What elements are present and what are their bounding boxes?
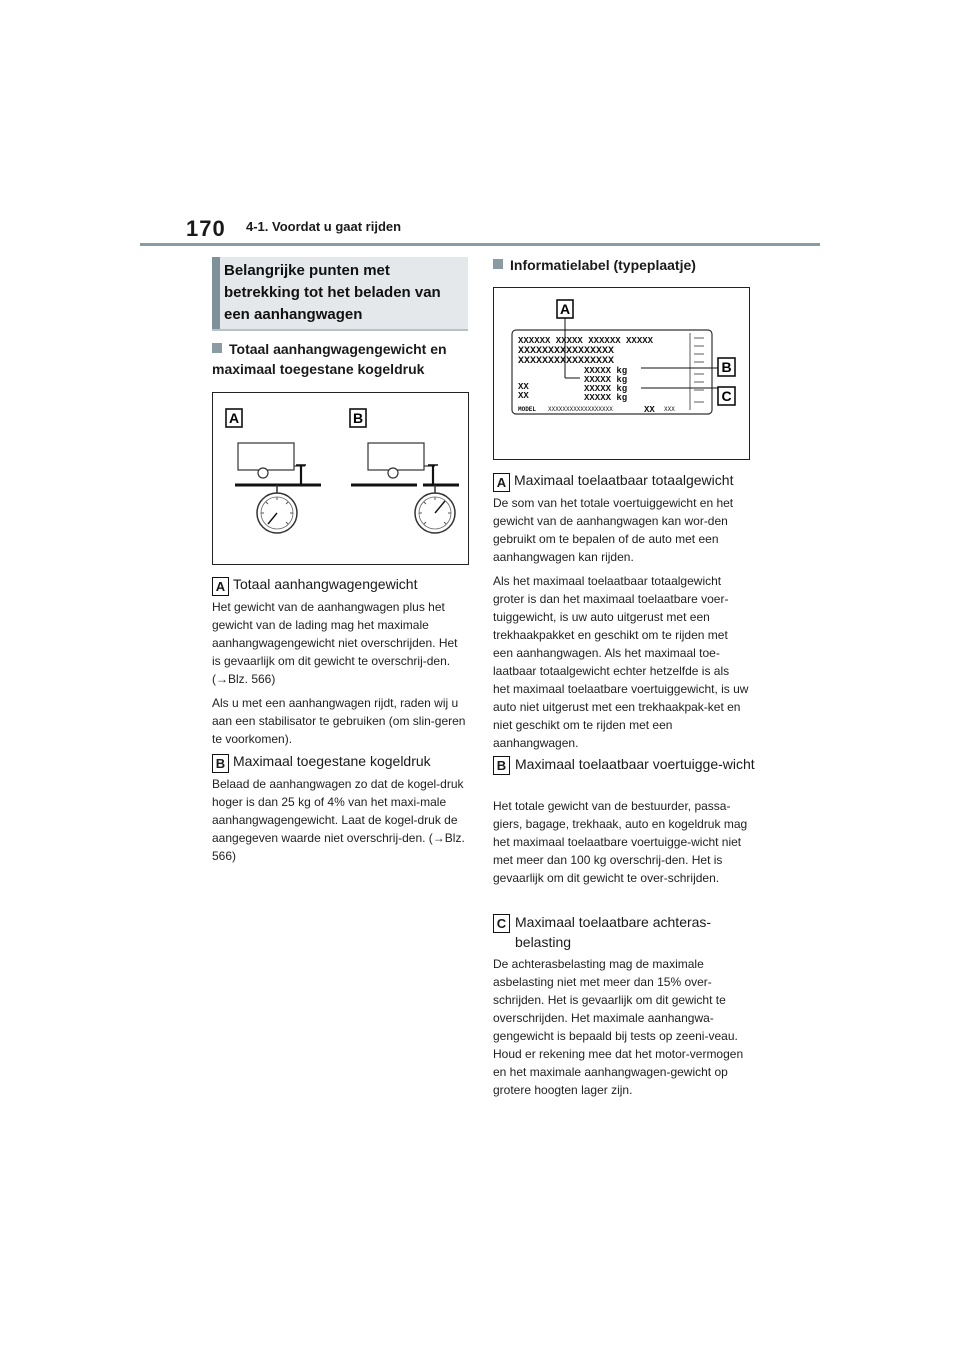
paragraph: Als u met een aanhangwagen rijdt, raden wij u aan een stabilisator te gebruiken (om slin-geren te voorkomen). (212, 696, 466, 746)
label-row-2: XXXXXXXXXXXXXXXX (518, 346, 615, 357)
right-heading-text: Informatielabel (typeplaatje) (510, 257, 696, 273)
label-row-1: XXXXXX XXXXX XXXXXX XXXXX (518, 336, 654, 346)
callout-c: C (721, 388, 732, 404)
square-bullet-icon (212, 343, 222, 353)
paragraph: Het totale gewicht van de bestuurder, passa-giers, bagage, trekhaak, auto en kogeldruk mag het maximaal toelaatbare voertuigge-wicht niet met meer dan 100 kg overschrij-den. Het is gevaarlijk om dit gewicht te over-schrijden. (493, 799, 748, 885)
label-model-end: XXX (664, 406, 675, 413)
info-label-illustration (494, 288, 749, 459)
left-item-a-title: Totaal aanhangwagengewicht (233, 576, 418, 592)
left-item-a-heading (212, 574, 472, 596)
right-item-b-title: Maximaal toelaatbaar voertuigge-wicht (515, 756, 755, 772)
left-heading (212, 339, 468, 379)
right-item-a-text (493, 494, 749, 758)
right-item-c-title: Maximaal toelaatbare achteras-belasting (515, 914, 712, 950)
right-item-c-heading (493, 912, 755, 952)
header-rule (140, 243, 820, 246)
callout-a: A (559, 301, 571, 317)
label-kg-row: XXXXX kg (584, 393, 628, 403)
badge-b: B (212, 754, 229, 773)
paragraph: De som van het totale voertuiggewicht en het gewicht van de aanhangwagen kan wor-den gebruikt om te bepalen of de auto met een aanhangwagen kan rijden. (493, 496, 734, 564)
label-xx-2: XX (518, 391, 529, 401)
label-kg-row: XXXXX kg (584, 366, 628, 376)
callout-b: B (721, 359, 732, 375)
page-number: 170 (186, 216, 226, 241)
label-kg-row: XXXXX kg (584, 375, 628, 385)
left-item-b-heading (212, 751, 472, 773)
left-item-a-text (212, 598, 468, 754)
paragraph: De achterasbelasting mag de maximale asbelasting niet met meer dan 15% over-schrijden. Het is gevaarlijk om dit gewicht te overschrijden. Het maximale aanhangwa-gengewicht is bepaald bij tests op zeeni-veau. Houd er rekening mee dat het motor-vermogen en het maximale aanhangwagen-gewicht op grotere hoogten lager zijn. (493, 957, 744, 1097)
paragraph: Belaad de aanhangwagen zo dat de kogel-druk hoger is dan 25 kg of 4% van het maxi-male aanhangwagengewicht. Laat de kogel-druk de aangegeven waarde niet overschrij-den. (→Blz. 566) (212, 777, 465, 863)
right-item-b-text (493, 797, 749, 893)
right-item-a-title: Maximaal toelaatbaar totaalgewicht (514, 472, 734, 488)
right-heading (493, 255, 753, 275)
paragraph: Het gewicht van de aanhangwagen plus het gewicht van de lading mag het maximale aanhangwagengewicht niet overschrijden. Het is gevaarlijk om dit gewicht te overschrij-den. (→Blz. 566) (212, 600, 458, 686)
label-model: MODEL (518, 406, 537, 413)
label-row-3: XXXXXXXXXXXXXXXX (518, 356, 615, 367)
trailer-weight-figure (212, 392, 469, 565)
badge-a: A (493, 473, 510, 492)
left-item-b-title: Maximaal toegestane kogeldruk (233, 753, 431, 769)
key-points-bar (212, 257, 220, 329)
trailer-scales-illustration (213, 393, 468, 564)
badge-c: C (493, 914, 510, 933)
section-title: 4-1. Voordat u gaat rijden (246, 219, 402, 234)
info-label-figure (493, 287, 750, 460)
left-heading-text: Totaal aanhangwagengewicht en maximaal toegestane kogeldruk (212, 341, 447, 377)
label-model-xx: XX (644, 405, 655, 415)
label-xx-1: XX (518, 382, 529, 392)
square-bullet-icon (493, 259, 503, 269)
figure-label-a: A (228, 410, 240, 426)
right-item-a-heading (493, 470, 755, 492)
key-points-box (212, 257, 468, 331)
right-item-b-heading (493, 754, 755, 774)
label-model-value: XXXXXXXXXXXXXXXXXX (548, 406, 613, 413)
left-item-b-text (212, 775, 468, 871)
key-points-title: Belangrijke punten met betrekking tot het beladen van een aanhangwagen (224, 262, 441, 323)
right-item-c-text (493, 955, 749, 1105)
badge-a: A (212, 577, 229, 596)
figure-label-b: B (352, 410, 364, 426)
label-kg-row: XXXXX kg (584, 384, 628, 394)
badge-b: B (493, 756, 510, 775)
paragraph: Als het maximaal toelaatbaar totaalgewicht groter is dan het maximaal toelaatbare voer-tuiggewicht, is uw auto uitgerust met een trekhaakpakket en geschikt om te rijden met een aanhangwagen. Als het maximaal toe-laatbaar totaalgewicht echter hetzelfde is als het maximaal toelaatbare voertuiggewicht, is uw auto niet uitgerust met een trekhaakpak-ket en niet geschikt om te rijden met een aanhangwagen. (493, 574, 749, 750)
